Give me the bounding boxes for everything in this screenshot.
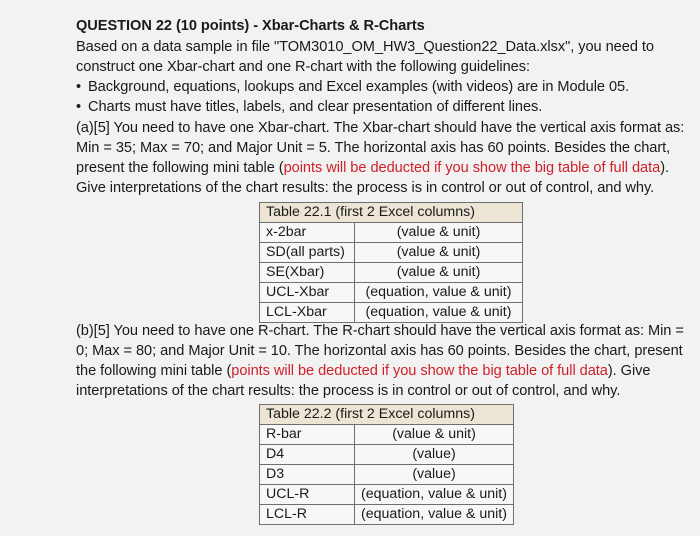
table-row-value: (value & unit) — [355, 243, 523, 263]
part-a-line-2: Min = 35; Max = 70; and Major Unit = 5. The horizontal axis has 60 points. Besides the chart, — [76, 140, 671, 156]
part-a-line-1: (a)[5] You need to have one Xbar-chart. The Xbar-chart should have the vertical axis format as: — [76, 120, 685, 136]
table-row-value: (equation, value & unit) — [355, 283, 523, 303]
part-a-line-4: Give interpretations of the chart results: the process is in control or out of control, and why. — [76, 180, 655, 196]
table-row-label: SE(Xbar) — [260, 263, 355, 283]
part-b-warning: points will be deducted if you show the big table of full data — [231, 363, 608, 379]
table-row — [260, 445, 514, 465]
table-row-value: (value) — [355, 445, 514, 465]
table-22-2 — [259, 404, 514, 525]
bullet-text: Charts must have titles, labels, and clear presentation of different lines. — [88, 99, 543, 115]
table-row — [260, 263, 523, 283]
table-row-value: (value) — [355, 465, 514, 485]
table-row — [260, 283, 523, 303]
bullet-dot-icon: • — [76, 79, 82, 95]
bullet-dot-icon: • — [76, 99, 82, 115]
table-row-value: (value & unit) — [355, 223, 523, 243]
part-b-line-3-post: ). Give — [607, 363, 651, 379]
table-row-value: (equation, value & unit) — [355, 505, 514, 525]
table-row — [260, 303, 523, 323]
intro-line-2: construct one Xbar-chart and one R-chart with the following guidelines: — [76, 59, 530, 75]
table-row-value: (equation, value & unit) — [355, 485, 514, 505]
part-b-line-3-pre: the following mini table ( — [76, 363, 232, 379]
part-b-line-3 — [76, 362, 651, 381]
table-row-label: LCL-R — [260, 505, 355, 525]
table-row-label: D3 — [260, 465, 355, 485]
table-row-label: UCL-R — [260, 485, 355, 505]
table-22-1 — [259, 202, 523, 323]
part-a-line-3-post: ). — [660, 160, 670, 176]
table-22-2-title: Table 22.2 (first 2 Excel columns) — [260, 405, 514, 425]
bullet-item — [76, 78, 629, 97]
table-row — [260, 425, 514, 445]
table-22-1-title: Table 22.1 (first 2 Excel columns) — [260, 203, 523, 223]
table-row-label: R-bar — [260, 425, 355, 445]
table-row — [260, 465, 514, 485]
table-row-label: D4 — [260, 445, 355, 465]
table-row-value: (equation, value & unit) — [355, 303, 523, 323]
table-row-label: x-2bar — [260, 223, 355, 243]
bullet-item — [76, 98, 542, 117]
table-row — [260, 223, 523, 243]
table-row-value: (value & unit) — [355, 263, 523, 283]
part-b-line-2: 0; Max = 80; and Major Unit = 10. The horizontal axis has 60 points. Besides the chart, present — [76, 343, 683, 359]
intro-line-1: Based on a data sample in file "TOM3010_OM_HW3_Question22_Data.xlsx", you need to — [76, 39, 654, 55]
bullet-text: Background, equations, lookups and Excel examples (with videos) are in Module 05. — [88, 79, 630, 95]
question-heading: QUESTION 22 (10 points) - Xbar-Charts & R-Charts — [76, 18, 425, 34]
part-a-line-3-pre: present the following mini table ( — [76, 160, 284, 176]
table-row — [260, 505, 514, 525]
table-row — [260, 243, 523, 263]
part-b-line-1: (b)[5] You need to have one R-chart. The R-chart should have the vertical axis format as: Min = — [76, 323, 684, 339]
part-a-warning: points will be deducted if you show the big table of full data — [283, 160, 661, 176]
table-row — [260, 485, 514, 505]
table-row-value: (value & unit) — [355, 425, 514, 445]
part-b-line-4: interpretations of the chart results: the process is in control or out of control, and why. — [76, 383, 621, 399]
table-row-label: SD(all parts) — [260, 243, 355, 263]
part-a-line-3 — [76, 159, 669, 178]
table-row-label: UCL-Xbar — [260, 283, 355, 303]
table-row-label: LCL-Xbar — [260, 303, 355, 323]
